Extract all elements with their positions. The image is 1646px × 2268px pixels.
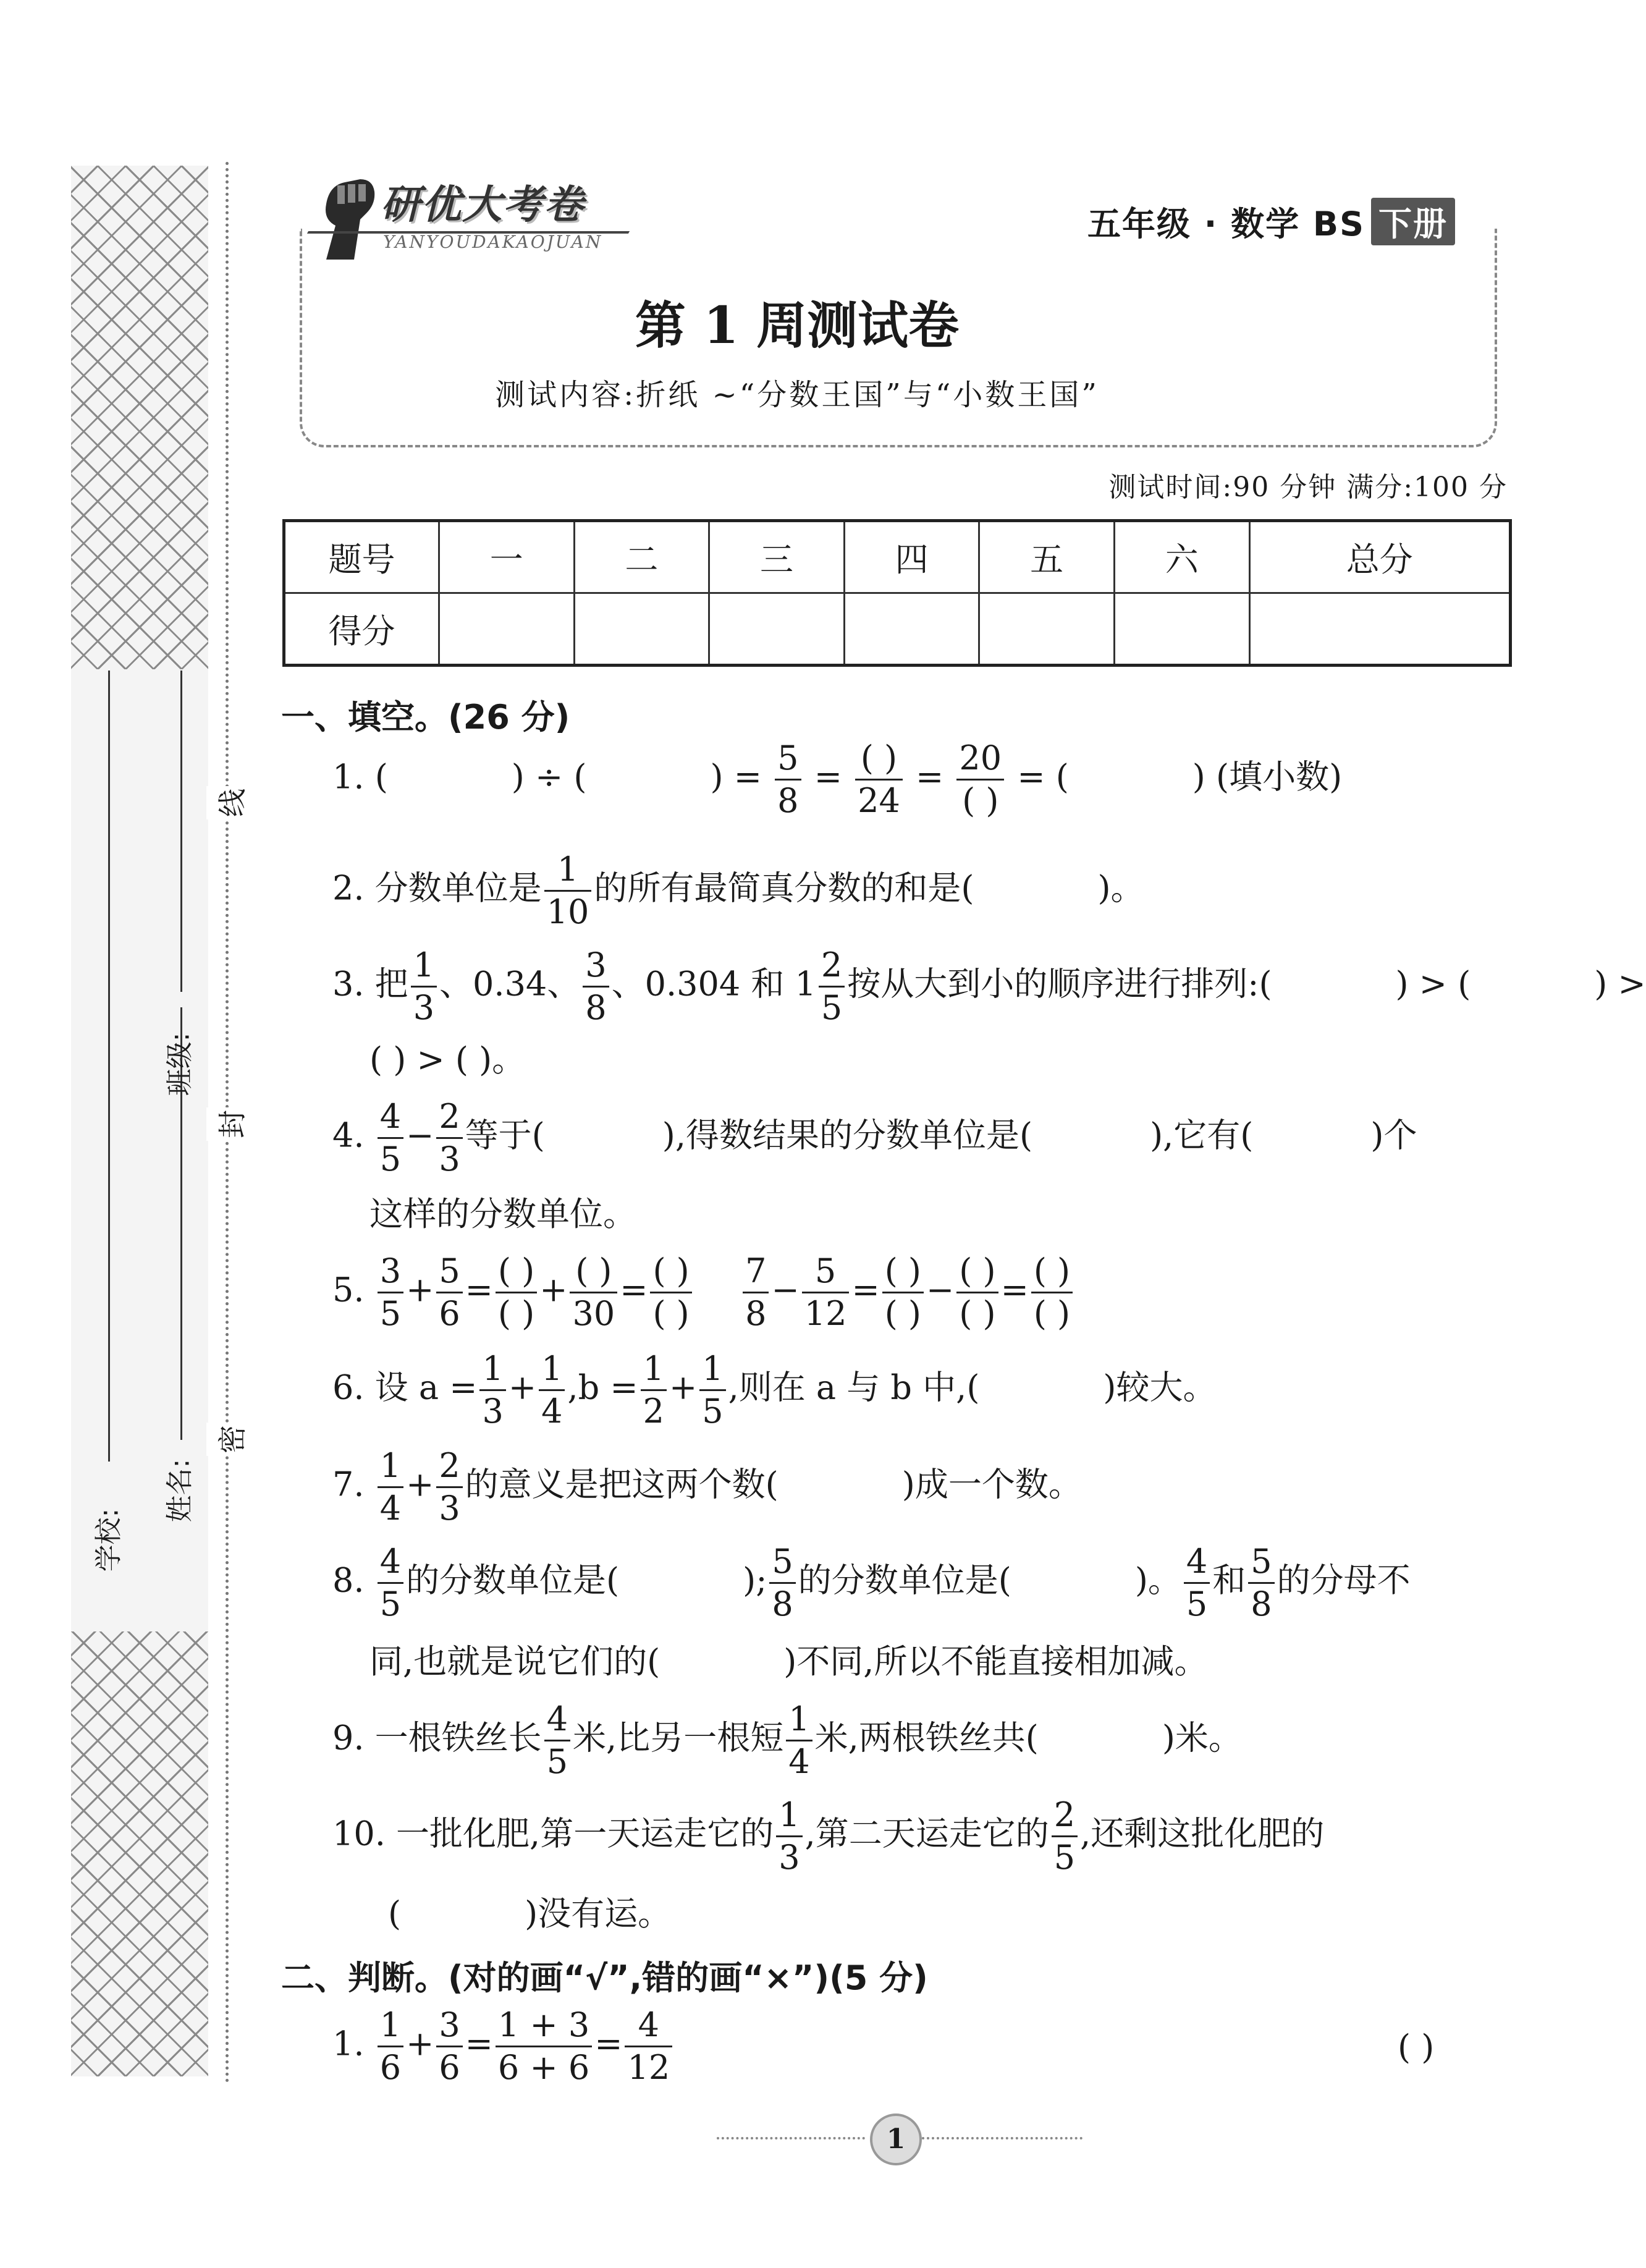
table-cell: 一 xyxy=(439,521,575,593)
hatch-pattern-top xyxy=(71,166,208,669)
logo-text: 研优大考卷 xyxy=(381,182,585,228)
table-cell: 六 xyxy=(1114,521,1249,593)
score-table-score-row xyxy=(284,593,1511,666)
question-1-4-line2: 这样的分数单位。 xyxy=(369,1195,636,1233)
answer-fraction[interactable]: ( ) ( ) xyxy=(882,1255,924,1331)
score-table xyxy=(282,519,1512,667)
score-input-cell[interactable] xyxy=(439,593,575,666)
table-cell: 五 xyxy=(979,521,1115,593)
seal-mi: 密 xyxy=(206,1423,255,1456)
question-1-10: 10. 一批化肥,第一天运走它的 $\frac{1}{3}$ ,第二天运走它的 $\frac{2}{5}$ ,还剩这批化肥的 xyxy=(332,1795,1325,1877)
score-input-cell[interactable] xyxy=(979,593,1115,666)
question-1-2: 2. 分数单位是 $\frac{1}{10}$ 的所有最简真分数的和是( )。 xyxy=(332,850,1144,931)
logo-subtext: YANYOUDAKAOJUAN xyxy=(383,232,603,252)
answer-fraction[interactable]: ( ) ( ) xyxy=(496,1255,537,1331)
question-1-1: 1. ( ) ÷ ( ) = $\frac{5}{8}$ = ( ) 24 = 20 ( ) = ( ) (填小数) xyxy=(332,738,1343,820)
score-input-cell[interactable] xyxy=(1249,593,1510,666)
question-1-8-line2: 同,也就是说它们的( )不同,所以不能直接相加减。 xyxy=(369,1642,1208,1681)
question-1-6: 6. 设 a = $\frac{1}{3}$ + $\frac{1}{4}$ ,b = $\frac{1}{2}$ + $\frac{1}{5}$ ,则在 a 与 b 中,( )较大。 xyxy=(332,1349,1217,1431)
score-input-cell[interactable] xyxy=(1114,593,1249,666)
grade-text: 五年级 · 数学 BS xyxy=(1087,205,1365,243)
table-cell: 三 xyxy=(709,521,845,593)
footer-dotline-right xyxy=(922,2137,1083,2139)
score-table-header-row xyxy=(284,521,1511,593)
question-1-10-line2: ( )没有运。 xyxy=(388,1894,672,1933)
name-label: 姓名: xyxy=(164,1458,196,1523)
answer-fraction[interactable]: ( ) ( ) xyxy=(1031,1255,1073,1331)
school-label: 学校: xyxy=(93,1508,125,1572)
score-input-cell[interactable] xyxy=(574,593,709,666)
section-1-title: 一、填空。(26 分) xyxy=(281,698,570,737)
school-write-line[interactable] xyxy=(108,671,110,1462)
test-meta: 测试时间:90 分钟 满分:100 分 xyxy=(1108,472,1508,503)
table-cell: 得分 xyxy=(284,593,439,666)
question-1-8: 8. $\frac{4}{5}$ 的分数单位是( ); $\frac{5}{8}$ 的分数单位是( )。 $\frac{4}{5}$ 和 $\frac{5}{8}$ 的分母不 xyxy=(332,1542,1411,1623)
test-content: 测试内容:折纸 ~“分数王国”与“小数王国” xyxy=(495,378,1099,412)
volume-badge: 下册 xyxy=(1371,198,1455,245)
score-input-cell[interactable] xyxy=(709,593,845,666)
section-2-title: 二、判断。(对的画“√”,错的画“×”)(5 分) xyxy=(281,1958,928,1997)
question-1-3-line2[interactable]: ( ) > ( )。 xyxy=(369,1040,526,1079)
class-write-line[interactable] xyxy=(180,671,182,992)
question-2-1: 1. $\frac{1}{6}$ + $\frac{3}{6}$ = $\frac{1 + 3}{6 + 6}$ = $\frac{4}{12}$ xyxy=(332,2008,675,2084)
answer-fraction[interactable]: ( ) ( ) xyxy=(650,1255,691,1331)
answer-fraction[interactable]: ( ) ( ) xyxy=(956,1255,998,1331)
class-label: 班级: xyxy=(164,1032,196,1096)
question-1-5: 5. $\frac{3}{5}$ + $\frac{5}{6}$ = ( ) ( ) + ( ) 30 = ( ) ( ) $\frac{7}{8}$ − $\frac{5}{12}$ = ( ) ( ) − ( ) ( ) = ( ) ( ) xyxy=(332,1255,1075,1331)
table-cell: 四 xyxy=(844,521,979,593)
answer-fraction[interactable]: ( ) 30 xyxy=(570,1255,617,1331)
question-1-4: 4. $\frac{4}{5}$ − $\frac{2}{3}$ 等于( ),得数结果的分数单位是( ),它有( )个 xyxy=(332,1097,1417,1178)
page-title: 第 1 周测试卷 xyxy=(635,296,960,355)
judge-answer-box[interactable]: ( ) xyxy=(1398,2028,1435,2067)
footer-dotline-left xyxy=(717,2137,865,2139)
page-number: 1 xyxy=(870,2114,922,2165)
table-cell: 题号 xyxy=(284,521,439,593)
question-1-3: 3. 把 $\frac{1}{3}$ 、0.34、 $\frac{3}{8}$ 、0.304 和 1 $\frac{2}{5}$ 按从大到小的顺序进行排列:( ) > ( ) > xyxy=(332,946,1646,1027)
hatch-pattern-bottom xyxy=(71,1631,208,2076)
question-1-9: 9. 一根铁丝长 $\frac{4}{5}$ 米,比另一根短 $\frac{1}{4}$ 米,两根铁丝共( )米。 xyxy=(332,1699,1242,1781)
seal-xian: 线 xyxy=(206,786,255,819)
seal-feng: 封 xyxy=(206,1107,255,1141)
table-cell: 二 xyxy=(574,521,709,593)
table-cell: 总分 xyxy=(1249,521,1510,593)
score-input-cell[interactable] xyxy=(844,593,979,666)
question-1-7: 7. $\frac{1}{4}$ + $\frac{2}{3}$ 的意义是把这两个数( )成一个数。 xyxy=(332,1446,1082,1528)
